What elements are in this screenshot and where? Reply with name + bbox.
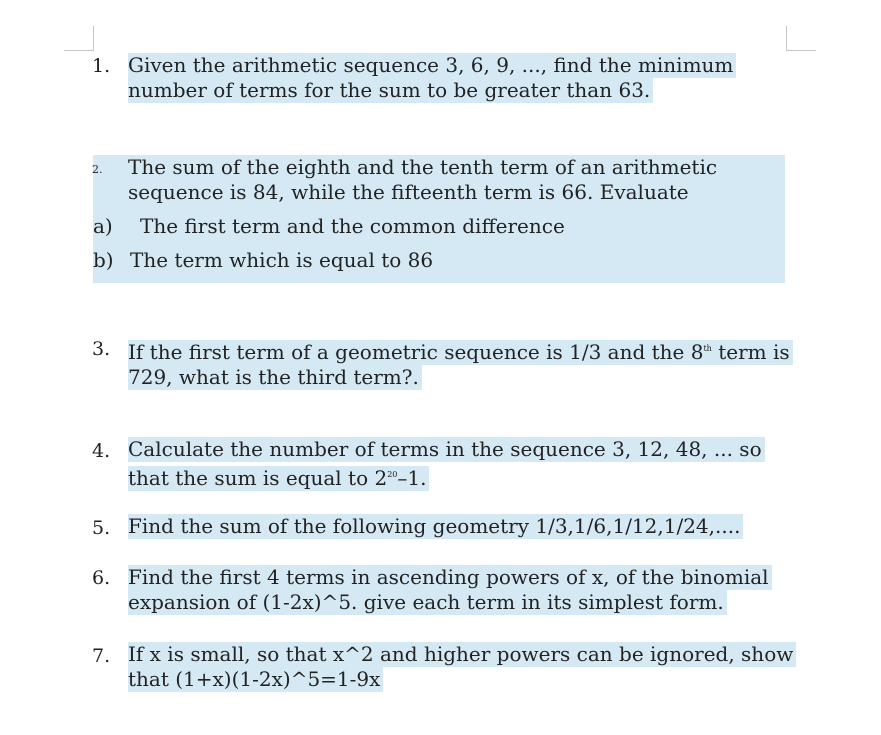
question-4-line-2-pre: that the sum is equal to 2 xyxy=(128,466,388,490)
crop-mark-top-left xyxy=(64,26,94,51)
question-3-line-2: 729, what is the third term?. xyxy=(128,365,422,390)
question-2-line-1: The sum of the eighth and the tenth term of an arithmetic xyxy=(128,155,718,179)
question-2-part-b-text: The term which is equal to 86 xyxy=(130,248,434,272)
question-5-line-1: Find the sum of the following geometry 1/3,1/6,1/12,1/24,.... xyxy=(128,514,743,539)
question-1-line-1: Given the arithmetic sequence 3, 6, 9, ..., find the minimum xyxy=(128,53,736,78)
question-3-line-1-post: term is xyxy=(711,340,790,364)
question-3-line-1-pre: If the first term of a geometric sequence is 1/3 and the 8 xyxy=(128,340,704,364)
question-5-number: 5. xyxy=(92,517,111,539)
question-6-number: 6. xyxy=(92,567,111,589)
question-5-text xyxy=(128,514,743,539)
question-7-line-1: If x is small, so that x^2 and higher powers can be ignored, show xyxy=(128,642,796,667)
question-4-number: 4. xyxy=(92,440,111,462)
question-2-part-a-text: The first term and the common difference xyxy=(140,214,565,238)
question-3-number: 3. xyxy=(92,338,111,360)
question-6-line-2: expansion of (1-2x)^5. give each term in its simplest form. xyxy=(128,590,727,615)
question-2-line-2: sequence is 84, while the fifteenth term is 66. Evaluate xyxy=(128,180,689,204)
question-1-text xyxy=(128,53,736,103)
question-1-line-2: number of terms for the sum to be greater than 63. xyxy=(128,78,653,103)
question-3-line-1 xyxy=(128,340,793,365)
question-6-line-1: Find the first 4 terms in ascending powers of x, of the binomial xyxy=(128,565,772,590)
question-3-text xyxy=(128,336,793,390)
question-7-number: 7. xyxy=(92,645,111,667)
question-1-number: 1. xyxy=(92,55,111,77)
question-4-text xyxy=(128,437,765,491)
question-6-text xyxy=(128,565,772,615)
crop-mark-top-right xyxy=(786,26,816,51)
question-2-number: 2. xyxy=(92,163,103,176)
question-4-line-2-post: –1. xyxy=(397,466,427,490)
question-4-line-2 xyxy=(128,466,429,491)
question-2-part-b-label: b) xyxy=(93,248,114,272)
question-4-superscript: 20 xyxy=(387,470,398,479)
question-4-line-1: Calculate the number of terms in the sequence 3, 12, 48, ... so xyxy=(128,437,765,462)
question-2-part-a-label: a) xyxy=(93,214,113,238)
question-7-line-2: that (1+x)(1-2x)^5=1-9x xyxy=(128,667,383,692)
question-3-superscript: th xyxy=(703,344,712,353)
question-7-text xyxy=(128,642,796,692)
